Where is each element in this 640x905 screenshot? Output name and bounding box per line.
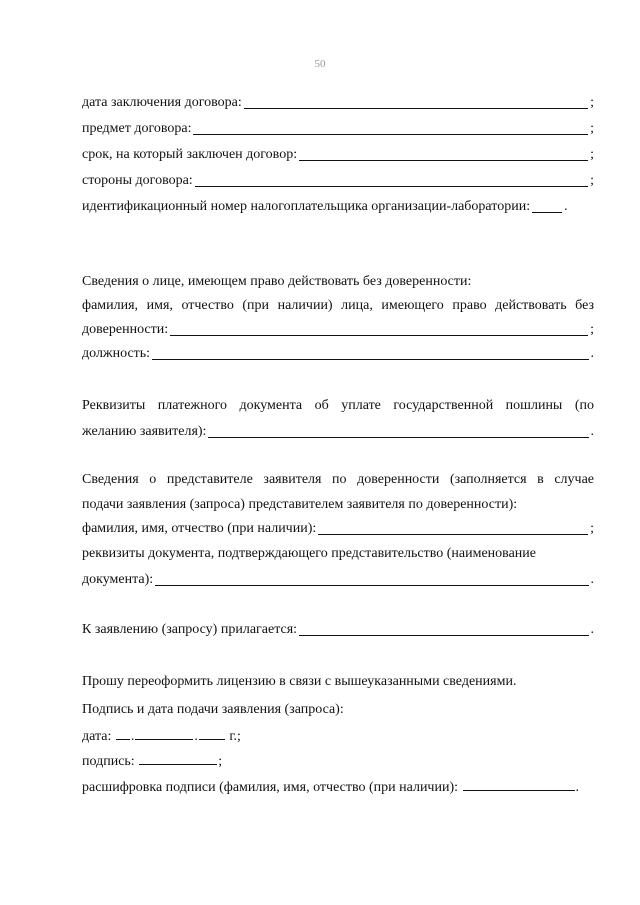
contract-date-blank[interactable] bbox=[244, 107, 588, 109]
authorized-person-heading: Сведения о лице, имеющем право действовать без доверенности: bbox=[82, 274, 472, 289]
payment-blank[interactable] bbox=[208, 436, 588, 438]
authorized-person-fio-end: ; bbox=[590, 322, 594, 337]
contract-subject-blank[interactable] bbox=[193, 133, 588, 135]
contract-parties-end: ; bbox=[590, 173, 594, 188]
signature-sign-label: подпись: bbox=[82, 754, 135, 769]
contract-inn-label: идентификационный номер налогоплательщика организации-лаборатории: bbox=[82, 199, 531, 214]
authorized-person-position-row bbox=[82, 344, 594, 364]
signature-decode-end: . bbox=[575, 780, 580, 795]
representative-line2: подачи заявления (запроса) представителем заявителя по доверенности): bbox=[82, 497, 518, 512]
signature-decode-row bbox=[82, 776, 579, 796]
representative-fio-row bbox=[82, 519, 594, 539]
payment-end: . bbox=[590, 424, 594, 439]
contract-subject-label: предмет договора: bbox=[82, 121, 192, 136]
representative-fio-blank[interactable] bbox=[318, 533, 588, 535]
signature-sign-blank[interactable] bbox=[139, 750, 217, 765]
contract-subject-end: ; bbox=[590, 121, 594, 136]
contract-parties-row bbox=[82, 171, 594, 191]
authorized-person-position-label: должность: bbox=[82, 346, 151, 361]
representative-doc-row bbox=[82, 570, 594, 590]
payment-row bbox=[82, 422, 594, 442]
signature-date-day-blank[interactable] bbox=[116, 725, 130, 740]
contract-term-label: срок, на который заключен договор: bbox=[82, 147, 298, 162]
signature-decode-blank[interactable] bbox=[463, 776, 575, 791]
signature-heading: Подпись и дата подачи заявления (запроса): bbox=[82, 702, 344, 717]
signature-date-year-blank[interactable] bbox=[199, 725, 225, 740]
contract-term-row bbox=[82, 145, 594, 165]
attachment-row bbox=[82, 620, 594, 640]
request-text: Прошу переоформить лицензию в связи с вышеуказанными сведениями. bbox=[82, 674, 517, 689]
signature-date-month-blank[interactable] bbox=[135, 725, 193, 740]
contract-inn-blank[interactable] bbox=[532, 211, 562, 213]
contract-subject-row bbox=[82, 119, 594, 139]
attachment-blank[interactable] bbox=[299, 634, 588, 636]
signature-sign-end: ; bbox=[218, 754, 223, 769]
payment-label: желанию заявителя): bbox=[82, 424, 207, 439]
contract-inn-row bbox=[82, 197, 594, 217]
representative-doc-blank[interactable] bbox=[155, 584, 588, 586]
authorized-person-position-end: . bbox=[590, 346, 594, 361]
contract-date-row bbox=[82, 93, 594, 113]
attachment-label: К заявлению (запросу) прилагается: bbox=[82, 622, 298, 637]
signature-sign-row bbox=[82, 750, 222, 770]
representative-doc-end: . bbox=[590, 572, 594, 587]
attachment-end: . bbox=[590, 622, 594, 637]
representative-doc-line1: реквизиты документа, подтверждающего представительство (наименование bbox=[82, 546, 536, 561]
signature-date-row bbox=[82, 725, 241, 745]
payment-line1: Реквизиты платежного документа об уплате государственной пошлины (по bbox=[82, 398, 594, 413]
contract-term-end: ; bbox=[590, 147, 594, 162]
authorized-person-fio-line1: фамилия, имя, отчество (при наличии) лица, имеющего право действовать без bbox=[82, 298, 594, 313]
contract-term-blank[interactable] bbox=[299, 159, 588, 161]
contract-parties-blank[interactable] bbox=[195, 185, 588, 187]
authorized-person-position-blank[interactable] bbox=[152, 358, 588, 360]
representative-line1: Сведения о представителе заявителя по доверенности (заполняется в случае bbox=[82, 472, 594, 487]
authorized-person-fio-blank[interactable] bbox=[170, 334, 588, 336]
authorized-person-fio-row bbox=[82, 320, 594, 340]
representative-fio-label: фамилия, имя, отчество (при наличии): bbox=[82, 521, 317, 536]
representative-fio-end: ; bbox=[590, 521, 594, 536]
signature-date-sep2: . bbox=[194, 729, 198, 744]
signature-date-year: г.; bbox=[229, 729, 241, 744]
page-number: 50 bbox=[314, 58, 326, 70]
signature-date-label: дата: bbox=[82, 729, 112, 744]
representative-doc-label: документа): bbox=[82, 572, 154, 587]
contract-date-end: ; bbox=[590, 95, 594, 110]
signature-date-sep1: . bbox=[130, 729, 135, 744]
contract-date-label: дата заключения договора: bbox=[82, 95, 242, 110]
contract-inn-end: . bbox=[564, 199, 568, 214]
contract-parties-label: стороны договора: bbox=[82, 173, 193, 188]
authorized-person-fio-label: доверенности: bbox=[82, 322, 169, 337]
signature-decode-label: расшифровка подписи (фамилия, имя, отчество (при наличии): bbox=[82, 780, 459, 795]
